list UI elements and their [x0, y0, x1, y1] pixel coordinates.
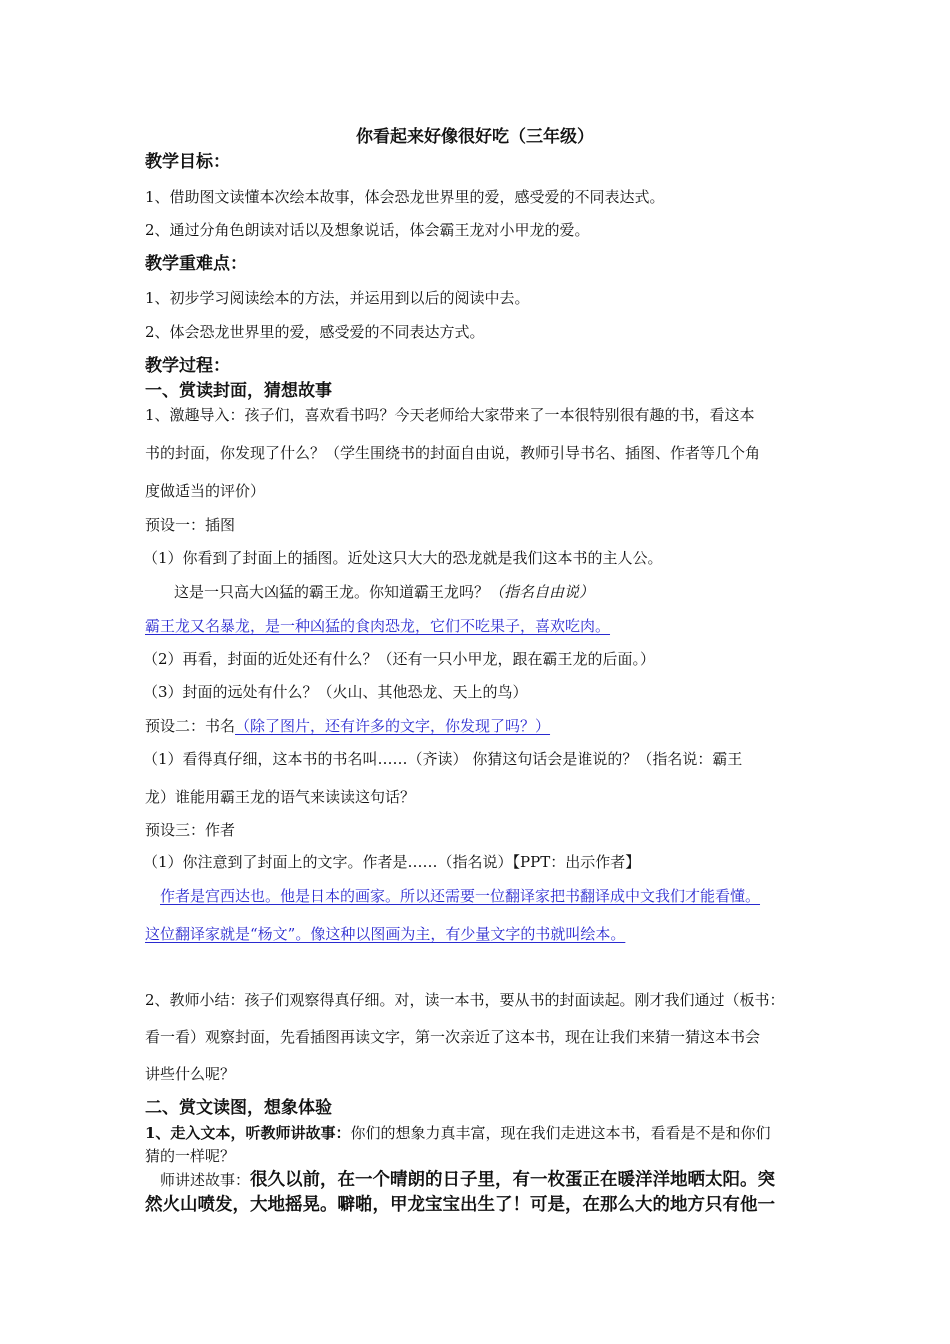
preset-1-item-2 — [174, 582, 594, 602]
preset-1-item-1: （1）你看到了封面上的插图。近处这只大大的恐龙就是我们这本书的主人公。 — [143, 549, 663, 567]
preset-2-label-text: 预设二：书名 — [145, 717, 236, 735]
heading-teaching-process: 教学过程： — [145, 356, 230, 376]
preset-1-item-2-note: （指名自由说） — [489, 583, 595, 601]
preset-3-label: 预设三：作者 — [145, 821, 236, 839]
section-2-item-1-line-2: 猜的一样呢？ — [145, 1147, 236, 1165]
preset-2-item-1-line-2: 龙）谁能用霸王龙的语气来读读这句话？ — [145, 788, 416, 806]
section-1-heading: 一、赏读封面，猜想故事 — [145, 381, 332, 401]
preset-3-item-1: （1）你注意到了封面上的文字。作者是……（指名说）【PPT：出示作者】 — [143, 853, 641, 871]
goal-1: 1、借助图文读懂本次绘本故事，体会恐龙世界里的爱，感受爱的不同表达式。 — [145, 188, 665, 206]
document-title: 你看起来好像很好吃（三年级） — [356, 127, 594, 147]
paragraph-2-line-1: 2、教师小结：孩子们观察得真仔细。对，读一本书，要从书的封面读起。刚才我们通过（板书： — [145, 991, 785, 1009]
section-2-item-1-text: 你们的想象力真丰富，现在我们走进这本书，看看是不是和你们 — [350, 1124, 771, 1142]
paragraph-1-line-2: 书的封面，你发现了什么？（学生围绕书的封面自由说，教师引导书名、插图、作者等几个角 — [145, 444, 761, 462]
preset-3-author-note-line-1: 作者是宫西达也。他是日本的画家。所以还需要一位翻译家把书翻译成中文我们才能看懂。 — [160, 887, 761, 905]
preset-2-label — [145, 716, 550, 736]
preset-1-item-3: （2）再看，封面的近处还有什么？（还有一只小甲龙，跟在霸王龙的后面。） — [143, 650, 656, 668]
story-line-2: 然火山喷发，大地摇晃。噼啪，甲龙宝宝出生了！可是，在那么大的地方只有他一 — [145, 1195, 775, 1215]
story-text-1: 很久以前，在一个晴朗的日子里，有一枚蛋正在暖洋洋地晒太阳。突 — [250, 1170, 776, 1190]
preset-1-item-2-text: 这是一只高大凶猛的霸王龙。你知道霸王龙吗？ — [174, 583, 490, 601]
heading-key-points: 教学重难点： — [145, 254, 247, 274]
preset-2-label-note: （除了图片，还有许多的文字，你发现了吗？） — [235, 717, 551, 735]
key-point-2: 2、体会恐龙世界里的爱，感受爱的不同表达方式。 — [145, 323, 485, 341]
preset-1-item-4: （3）封面的远处有什么？（火山、其他恐龙、天上的鸟） — [143, 683, 528, 701]
goal-2: 2、通过分角色朗读对话以及想象说话，体会霸王龙对小甲龙的爱。 — [145, 221, 590, 239]
preset-1-trex-note: 霸王龙又名暴龙，是一种凶猛的食肉恐龙，它们不吃果子，喜欢吃肉。 — [145, 617, 611, 635]
key-point-1: 1、初步学习阅读绘本的方法，并运用到以后的阅读中去。 — [145, 289, 530, 307]
paragraph-1-line-1: 1、激趣导入：孩子们，喜欢看书吗？今天老师给大家带来了一本很特别很有趣的书，看这本 — [145, 406, 755, 424]
paragraph-2-line-3: 讲些什么呢？ — [145, 1065, 236, 1083]
section-2-heading: 二、赏文读图，想象体验 — [145, 1098, 332, 1118]
heading-teaching-goals: 教学目标： — [145, 152, 230, 172]
story-line-1 — [160, 1168, 775, 1192]
story-label: 师讲述故事： — [160, 1171, 251, 1189]
preset-3-author-note-line-2: 这位翻译家就是“杨文”。像这种以图画为主，有少量文字的书就叫绘本。 — [145, 925, 626, 943]
section-2-item-1-line-1 — [145, 1123, 770, 1143]
preset-2-item-1-line-1: （1）看得真仔细，这本书的书名叫……（齐读） 你猜这句话会是谁说的？（指名说：霸王 — [143, 750, 743, 768]
paragraph-1-line-3: 度做适当的评价） — [145, 482, 266, 500]
section-2-item-1-label: 1、走入文本，听教师讲故事： — [145, 1124, 351, 1142]
preset-1-label: 预设一：插图 — [145, 516, 236, 534]
paragraph-2-line-2: 看一看）观察封面，先看插图再读文字，第一次亲近了这本书，现在让我们来猜一猜这本书会 — [145, 1028, 761, 1046]
